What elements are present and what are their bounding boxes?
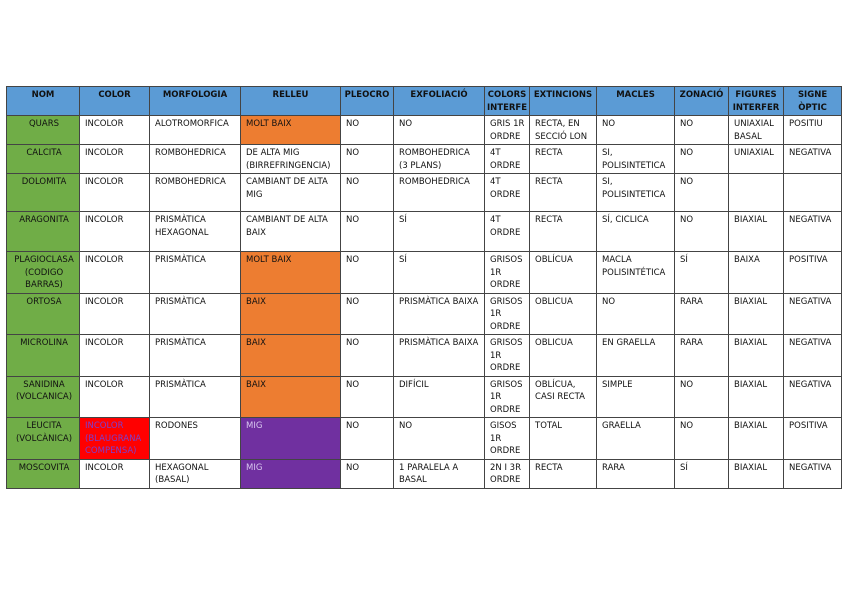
morfologia-cell: PRISMÀTICA — [150, 335, 241, 377]
colors-interfe-cell: GRISOS 1R ORDRE — [485, 252, 530, 294]
relleu-cell: MOLT BAIX — [241, 116, 341, 145]
morfologia-cell: PRISMÀTICA HEXAGONAL — [150, 212, 241, 252]
exfoliacio-cell: SÍ — [394, 252, 485, 294]
extincions-cell: OBLÍCUA, CASI RECTA — [530, 376, 597, 418]
relleu-cell: MIG — [241, 459, 341, 488]
pleocro-cell: NO — [341, 376, 394, 418]
pleocro-cell: NO — [341, 174, 394, 212]
signe-cell: NEGATIVA — [784, 459, 842, 488]
header-exfoliacio: EXFOLIACIÓ — [394, 87, 485, 116]
figures-cell: BAIXA — [729, 252, 784, 294]
macles-cell: GRAELLA — [597, 418, 675, 460]
mineral-table — [6, 86, 842, 489]
extincions-cell: RECTA — [530, 212, 597, 252]
relleu-cell: BAIX — [241, 376, 341, 418]
header-pleocro: PLEOCRO — [341, 87, 394, 116]
color-cell: INCOLOR — [80, 145, 150, 174]
pleocro-cell: NO — [341, 293, 394, 335]
pleocro-cell: NO — [341, 335, 394, 377]
extincions-cell: RECTA, EN SECCIÓ LON — [530, 116, 597, 145]
table-row — [7, 252, 842, 294]
relleu-cell: BAIX — [241, 335, 341, 377]
header-row — [7, 87, 842, 116]
relleu-cell: CAMBIANT DE ALTA MIG — [241, 174, 341, 212]
extincions-cell: OBLICUA — [530, 335, 597, 377]
macles-cell: MACLA POLISINTÉTICA — [597, 252, 675, 294]
macles-cell: RARA — [597, 459, 675, 488]
extincions-cell: OBLICUA — [530, 293, 597, 335]
colors-interfe-cell: GRISOS 1R ORDRE — [485, 335, 530, 377]
color-cell: INCOLOR — [80, 116, 150, 145]
morfologia-cell: PRISMÀTICA — [150, 252, 241, 294]
table-row — [7, 459, 842, 488]
macles-cell: SIMPLE — [597, 376, 675, 418]
exfoliacio-cell: NO — [394, 418, 485, 460]
morfologia-cell: ROMBOHEDRICA — [150, 145, 241, 174]
pleocro-cell: NO — [341, 145, 394, 174]
color-cell: INCOLOR — [80, 335, 150, 377]
relleu-cell: MOLT BAIX — [241, 252, 341, 294]
header-morfologia: MORFOLOGIA — [150, 87, 241, 116]
colors-interfe-cell: 4T ORDRE — [485, 212, 530, 252]
name-cell: MOSCOVITA — [7, 459, 80, 488]
extincions-cell: OBLÍCUA — [530, 252, 597, 294]
exfoliacio-cell: 1 PARALELA A BASAL — [394, 459, 485, 488]
name-cell: MICROLINA — [7, 335, 80, 377]
signe-cell: NEGATIVA — [784, 212, 842, 252]
morfologia-cell: PRISMÀTICA — [150, 293, 241, 335]
pleocro-cell: NO — [341, 252, 394, 294]
header-signe-optic: SIGNE ÒPTIC — [784, 87, 842, 116]
colors-interfe-cell: 4T ORDRE — [485, 174, 530, 212]
signe-cell: POSITIU — [784, 116, 842, 145]
macles-cell: SI, POLISINTETICA — [597, 145, 675, 174]
name-cell: ARAGONITA — [7, 212, 80, 252]
signe-cell: POSITIVA — [784, 418, 842, 460]
macles-cell: SÍ, CICLICA — [597, 212, 675, 252]
relleu-cell: DE ALTA MIG (BIRREFRINGENCIA) — [241, 145, 341, 174]
signe-cell: NEGATIVA — [784, 376, 842, 418]
color-cell: INCOLOR (BLAUGRANA COMPENSA) — [80, 418, 150, 460]
table-row — [7, 145, 842, 174]
color-cell: INCOLOR — [80, 376, 150, 418]
header-extincions: EXTINCIONS — [530, 87, 597, 116]
zonacio-cell: NO — [675, 212, 729, 252]
zonacio-cell: NO — [675, 116, 729, 145]
color-cell: INCOLOR — [80, 174, 150, 212]
macles-cell: NO — [597, 116, 675, 145]
macles-cell: SI, POLISINTETICA — [597, 174, 675, 212]
figures-cell: UNIAXIAL BASAL — [729, 116, 784, 145]
figures-cell — [729, 174, 784, 212]
pleocro-cell: NO — [341, 459, 394, 488]
signe-cell: NEGATIVA — [784, 145, 842, 174]
color-cell: INCOLOR — [80, 252, 150, 294]
exfoliacio-cell: DIFÍCIL — [394, 376, 485, 418]
extincions-cell: RECTA — [530, 145, 597, 174]
figures-cell: BIAXIAL — [729, 459, 784, 488]
exfoliacio-cell: ROMBOHEDRICA — [394, 174, 485, 212]
morfologia-cell: ROMBOHEDRICA — [150, 174, 241, 212]
zonacio-cell: NO — [675, 418, 729, 460]
table-row — [7, 418, 842, 460]
name-cell: SANIDINA (VOLCANICA) — [7, 376, 80, 418]
header-zonacio: ZONACIÓ — [675, 87, 729, 116]
morfologia-cell: PRISMÀTICA — [150, 376, 241, 418]
figures-cell: UNIAXIAL — [729, 145, 784, 174]
pleocro-cell: NO — [341, 212, 394, 252]
zonacio-cell: SÍ — [675, 252, 729, 294]
extincions-cell: TOTAL — [530, 418, 597, 460]
table-row — [7, 293, 842, 335]
zonacio-cell: RARA — [675, 335, 729, 377]
relleu-cell: BAIX — [241, 293, 341, 335]
signe-cell: POSITIVA — [784, 252, 842, 294]
macles-cell: EN GRAELLA — [597, 335, 675, 377]
colors-interfe-cell: GISOS 1R ORDRE — [485, 418, 530, 460]
header-color: COLOR — [80, 87, 150, 116]
header-nom: NOM — [7, 87, 80, 116]
macles-cell: NO — [597, 293, 675, 335]
figures-cell: BIAXIAL — [729, 376, 784, 418]
name-cell: PLAGIOCLASA (CODIGO BARRAS) — [7, 252, 80, 294]
zonacio-cell: NO — [675, 145, 729, 174]
zonacio-cell: NO — [675, 376, 729, 418]
figures-cell: BIAXIAL — [729, 212, 784, 252]
figures-cell: BIAXIAL — [729, 293, 784, 335]
pleocro-cell: NO — [341, 116, 394, 145]
colors-interfe-cell: 4T ORDRE — [485, 145, 530, 174]
table-row — [7, 174, 842, 212]
extincions-cell: RECTA — [530, 459, 597, 488]
morfologia-cell: ALOTROMORFICA — [150, 116, 241, 145]
figures-cell: BIAXIAL — [729, 418, 784, 460]
figures-cell: BIAXIAL — [729, 335, 784, 377]
signe-cell — [784, 174, 842, 212]
header-relleu: RELLEU — [241, 87, 341, 116]
morfologia-cell: RODONES — [150, 418, 241, 460]
color-cell: INCOLOR — [80, 459, 150, 488]
exfoliacio-cell: NO — [394, 116, 485, 145]
table-row — [7, 376, 842, 418]
colors-interfe-cell: GRISOS 1R ORDRE — [485, 293, 530, 335]
color-cell: INCOLOR — [80, 293, 150, 335]
table-row — [7, 335, 842, 377]
signe-cell: NEGATIVA — [784, 293, 842, 335]
color-cell: INCOLOR — [80, 212, 150, 252]
name-cell: QUARS — [7, 116, 80, 145]
zonacio-cell: RARA — [675, 293, 729, 335]
morfologia-cell: HEXAGONAL (BASAL) — [150, 459, 241, 488]
exfoliacio-cell: ROMBOHEDRICA (3 PLANS) — [394, 145, 485, 174]
exfoliacio-cell: PRISMÀTICA BAIXA — [394, 293, 485, 335]
exfoliacio-cell: PRISMÀTICA BAIXA — [394, 335, 485, 377]
exfoliacio-cell: SÍ — [394, 212, 485, 252]
header-colors-interfe: COLORS INTERFE — [485, 87, 530, 116]
name-cell: CALCITA — [7, 145, 80, 174]
name-cell: LEUCITA (VOLCÀNICA) — [7, 418, 80, 460]
table-row — [7, 212, 842, 252]
name-cell: ORTOSA — [7, 293, 80, 335]
signe-cell: NEGATIVA — [784, 335, 842, 377]
colors-interfe-cell: GRIS 1R ORDRE — [485, 116, 530, 145]
colors-interfe-cell: 2N I 3R ORDRE — [485, 459, 530, 488]
relleu-cell: MIG — [241, 418, 341, 460]
zonacio-cell: SÍ — [675, 459, 729, 488]
header-macles: MACLES — [597, 87, 675, 116]
colors-interfe-cell: GRISOS 1R ORDRE — [485, 376, 530, 418]
extincions-cell: RECTA — [530, 174, 597, 212]
name-cell: DOLOMITA — [7, 174, 80, 212]
pleocro-cell: NO — [341, 418, 394, 460]
header-figures-interfer: FIGURES INTERFER — [729, 87, 784, 116]
relleu-cell: CAMBIANT DE ALTA BAIX — [241, 212, 341, 252]
table-row — [7, 116, 842, 145]
zonacio-cell: NO — [675, 174, 729, 212]
